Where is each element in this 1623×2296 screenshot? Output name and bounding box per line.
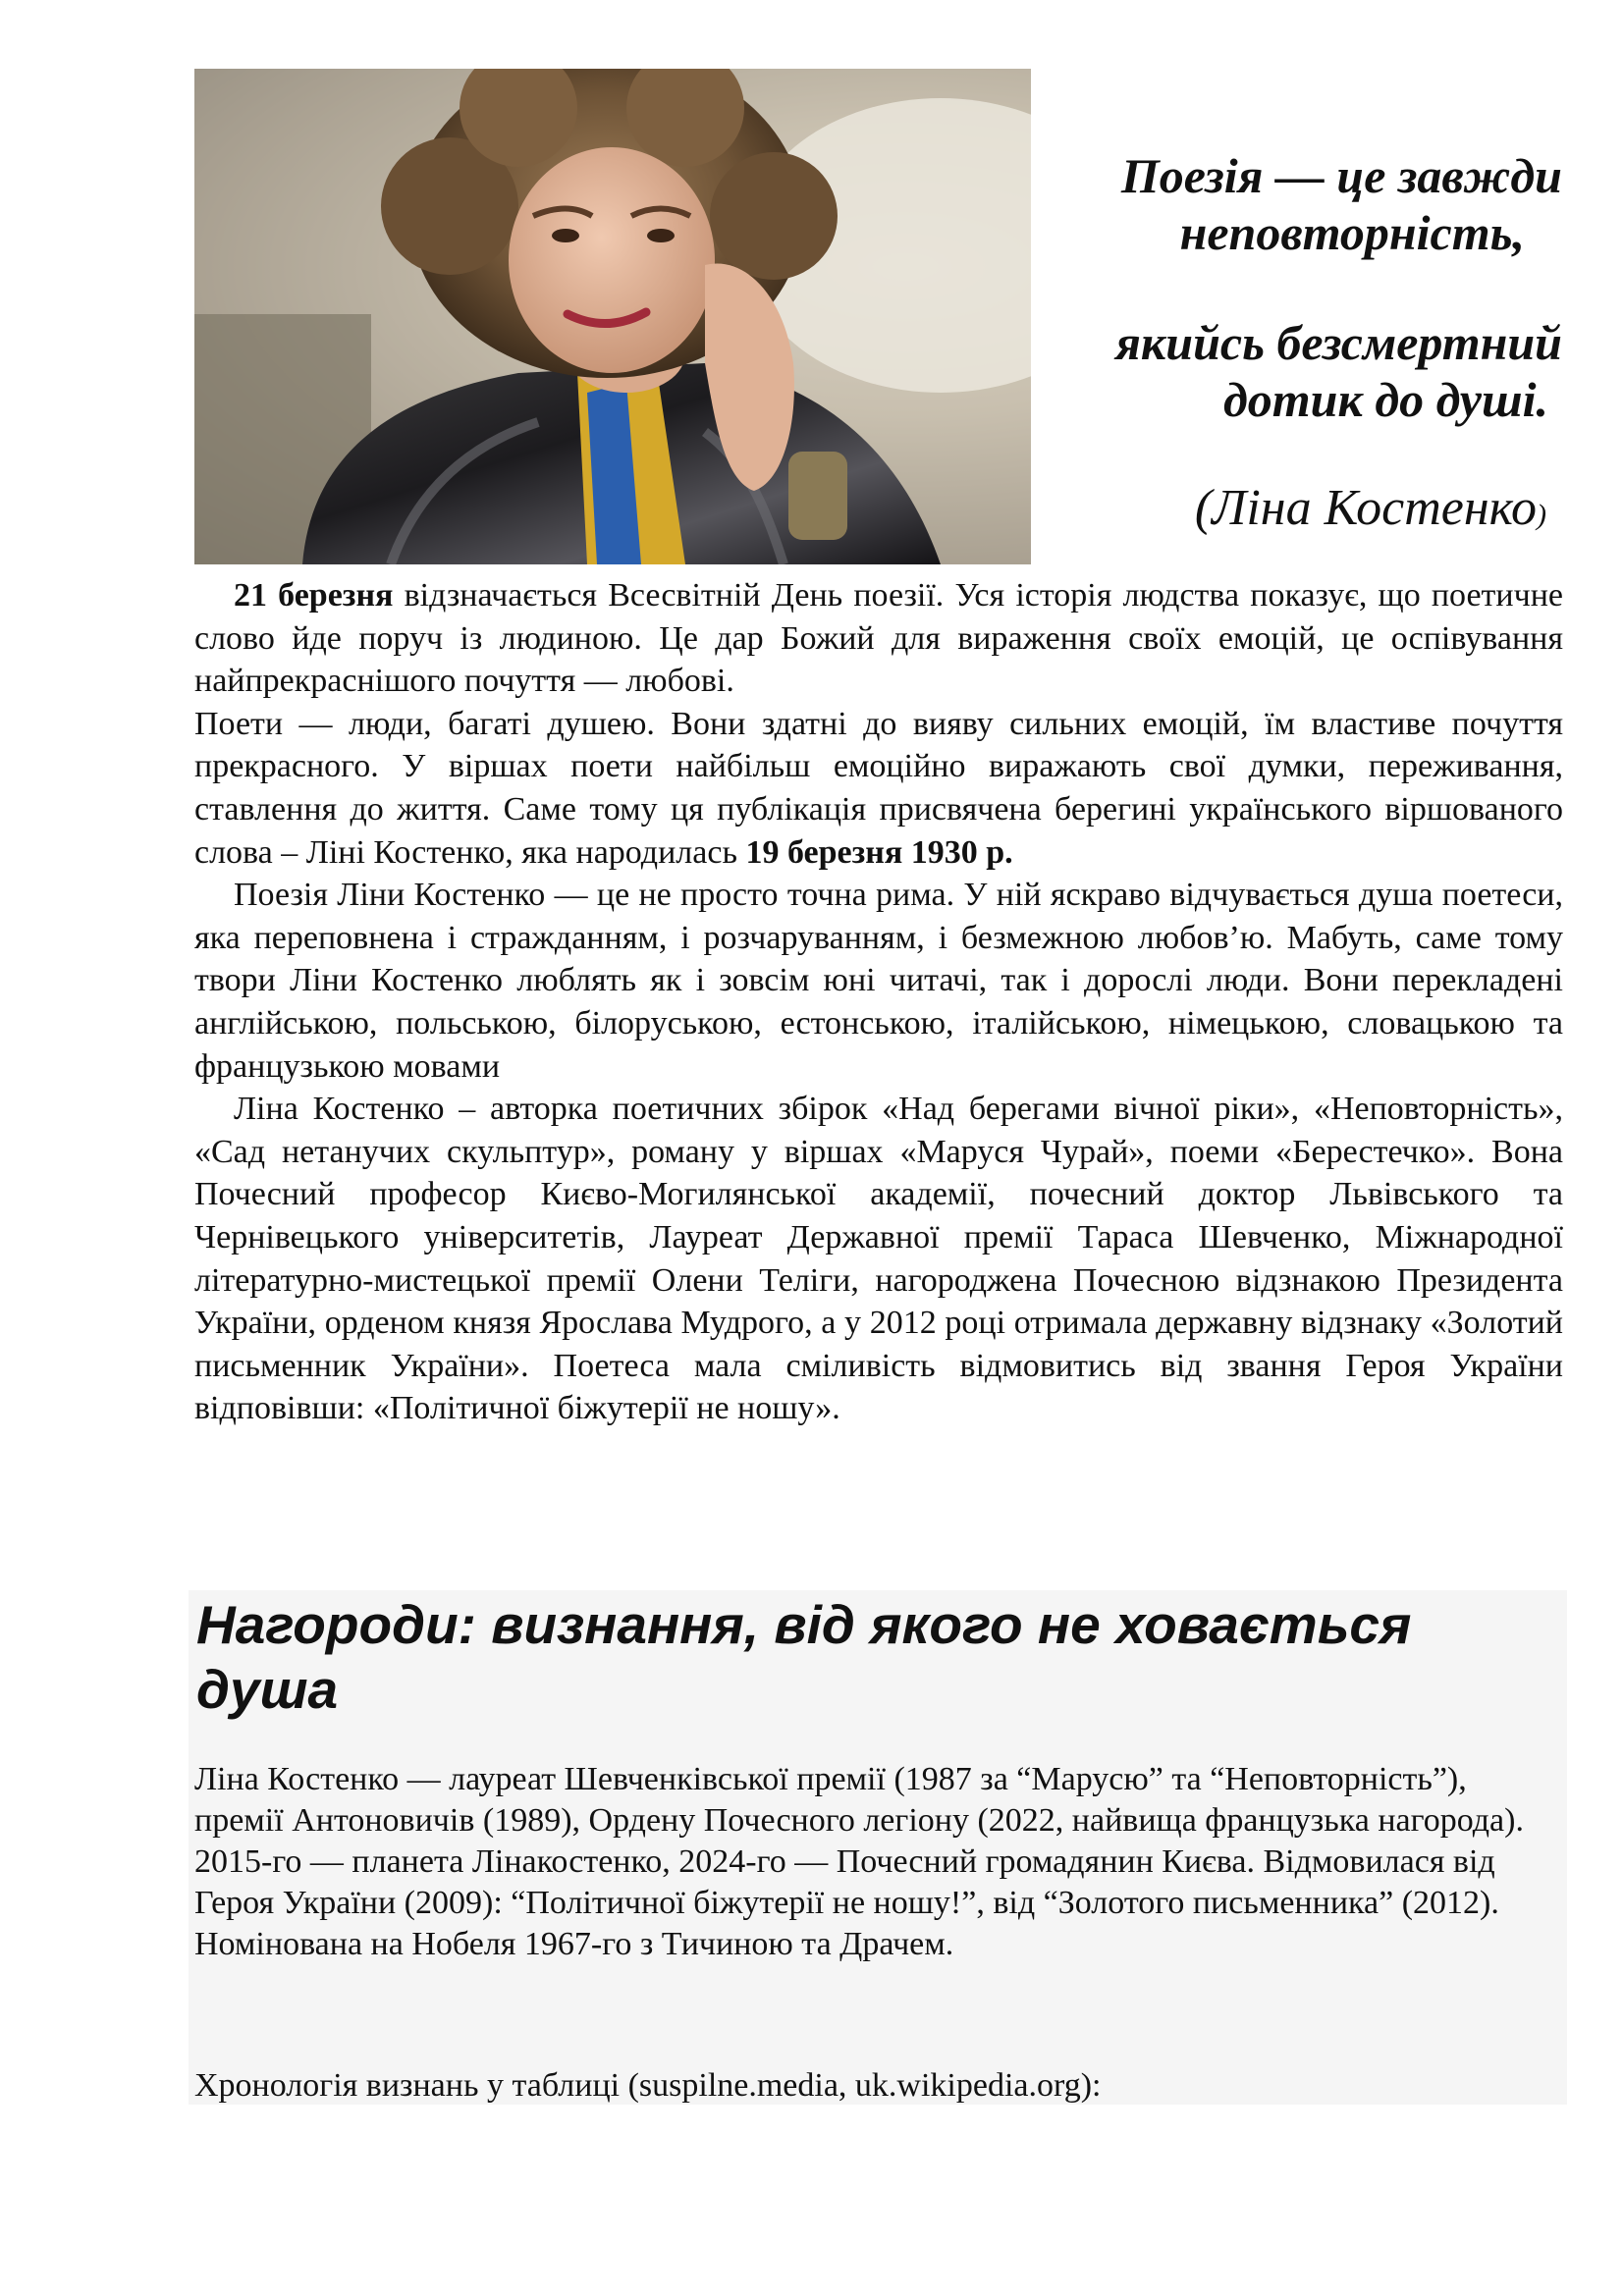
paragraph-2-text: Поети — люди, багаті душею. Вони здатні до вияву сильних емоцій, їм властиве почуття прекрасного. У віршах поети найбільш емоційно виражають свої думки, переживання, ставлення до життя. Саме тому ця публікація присвячена берегині українського віршованого слова – Ліні Костенко, яка народилась (194, 705, 1563, 871)
paragraph-1-text: відзначається Всесвітній День поезії. Уся історія людства показує, що поетичне слово йде поруч із людиною. Це дар Божий для вираження своїх емоцій, це оспівування найпрекраснішого почуття — любові. (194, 577, 1563, 700)
date-world-poetry-day: 21 березня (234, 577, 394, 614)
poet-photo (194, 69, 1031, 564)
awards-heading: Нагороди: визнання, від якого не ховається душа (196, 1594, 1412, 1720)
quote-part-2 (1115, 314, 1562, 428)
awards-chronology: Хронологія визнань у таблиці (suspilne.media, uk.wikipedia.org): (194, 2067, 1102, 2104)
article-body (194, 574, 1563, 1430)
quote-line-4: дотик до душі. (1222, 372, 1548, 427)
quote-line-1: Поезія — це завжди (1120, 148, 1562, 203)
paragraph-1 (194, 574, 1563, 703)
birth-date: 19 березня 1930 р. (745, 833, 1013, 871)
quote-author-paren: ) (1537, 499, 1546, 531)
quote-part-1 (1121, 147, 1562, 261)
quote-line-3: якийсь безсмертний (1115, 315, 1562, 370)
awards-section (189, 1590, 1567, 2105)
quote-author (1195, 479, 1546, 537)
quote-line-2: неповторність, (1179, 205, 1525, 260)
paragraph-4: Ліна Костенко – авторка поетичних збірок «Над берегами вічної ріки», «Неповторність», «Сад нетанучих скульптур», роману у віршах «Маруся Чурай», поеми «Берестечко». Вона Почесний професор Києво-Могилянської академії, почесний доктор Львівського та Чернівецького університетів, Лауреат Державної премії Тараса Шевченко, Міжнародної літературно-мистецької премії Олени Теліги, нагороджена Почесною відзнакою Президента України, орденом князя Ярослава Мудрого, а у 2012 році отримала державну відзнаку «Золотий письменник України». Поетеса мала сміливість відмовитись від звання Героя України відповівши: «Політичної біжутерії не ношу». (194, 1091, 1563, 1427)
quote-author-name: (Ліна Костенко (1194, 480, 1537, 536)
paragraph-3: Поезія Ліни Костенко — це не просто точна рима. У ній яскраво відчувається душа поетеси, яка переповнена і стражданням, і розчаруванням, і безмежною любов’ю. Мабуть, саме тому твори Ліни Костенко люблять як і зовсім юні читачі, так і дорослі люди. Вони перекладені англійською, польською, білоруською, естонською, італійською, німецькою, словацькою та французькою мовами (194, 877, 1563, 1085)
awards-text: Ліна Костенко — лауреат Шевченківської премії (1987 за “Марусю” та “Неповторність”), премії Антоновичів (1989), Ордену Почесного легіону (2022, найвища французька нагорода). 2015-го — планета Лінакостенко, 2024-го — Почесний громадянин Києва. Відмовилася від Героя України (2009): “Політичної біжутерії не ношу!”, від “Золотого письменника” (2012). Номінована на Нобеля 1967-го з Тичиною та Драчем. (194, 1761, 1524, 1962)
paragraph-2 (194, 703, 1563, 874)
